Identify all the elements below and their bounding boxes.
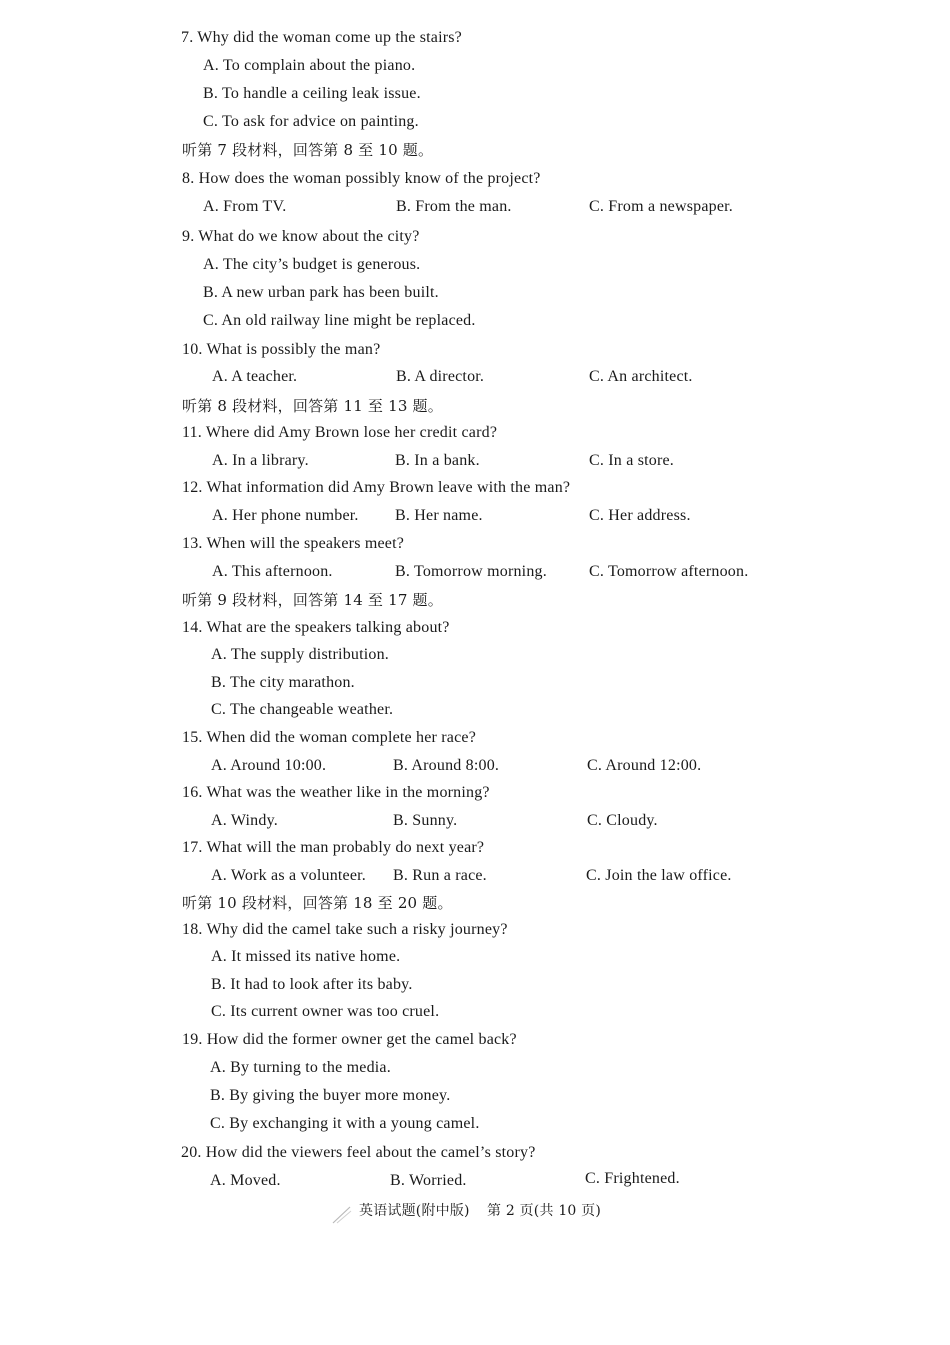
question-16-option-b: B. Sunny. (393, 812, 458, 829)
question-11-option-c: C. In a store. (589, 452, 675, 469)
question-18-option-b: B. It had to look after its baby. (211, 976, 413, 993)
question-12-stem: 12. What information did Amy Brown leave with the man? (182, 479, 571, 496)
question-15-option-a: A. Around 10:00. (211, 757, 327, 774)
question-14-option-a: A. The supply distribution. (211, 646, 389, 663)
question-17-option-b: B. Run a race. (393, 867, 487, 884)
question-7-option-c: C. To ask for advice on painting. (203, 113, 419, 130)
question-16-option-c: C. Cloudy. (587, 812, 658, 829)
question-8-option-b: B. From the man. (396, 198, 512, 215)
question-10-option-a: A. A teacher. (212, 368, 298, 385)
section-heading-7: 听第 7 段材料，回答第 8 至 10 题。 (182, 141, 434, 159)
question-17-option-a: A. Work as a volunteer. (211, 867, 366, 884)
question-9-option-a: A. The city’s budget is generous. (203, 256, 421, 273)
question-19-stem: 19. How did the former owner get the camel back? (182, 1031, 517, 1048)
question-11-stem: 11. Where did Amy Brown lose her credit card? (182, 424, 498, 441)
question-15-stem: 15. When did the woman complete her race? (182, 729, 477, 746)
question-20-stem: 20. How did the viewers feel about the camel’s story? (181, 1144, 536, 1161)
question-20-option-c: C. Frightened. (585, 1170, 680, 1187)
question-11-option-b: B. In a bank. (395, 452, 480, 469)
question-10-stem: 10. What is possibly the man? (182, 341, 381, 358)
question-13-option-c: C. Tomorrow afternoon. (589, 563, 749, 580)
question-12-option-c: C. Her address. (589, 507, 691, 524)
question-17-option-c: C. Join the law office. (586, 867, 732, 884)
question-14-stem: 14. What are the speakers talking about? (182, 619, 450, 636)
question-12-option-b: B. Her name. (395, 507, 483, 524)
section-heading-9: 听第 9 段材料，回答第 14 至 17 题。 (182, 591, 443, 609)
question-16-stem: 16. What was the weather like in the morning? (182, 784, 490, 801)
question-13-stem: 13. When will the speakers meet? (182, 535, 405, 552)
question-19-option-a: A. By turning to the media. (210, 1059, 391, 1076)
question-19-option-c: C. By exchanging it with a young camel. (210, 1115, 480, 1132)
question-18-stem: 18. Why did the camel take such a risky journey? (182, 921, 508, 938)
pen-stroke-icon (331, 1203, 353, 1225)
question-7-stem: 7. Why did the woman come up the stairs? (181, 29, 462, 46)
question-7-option-a: A. To complain about the piano. (203, 57, 416, 74)
footer-exam-title: 英语试题(附中版) (359, 1203, 470, 1219)
footer-page-number: 第 2 页(共 10 页) (487, 1203, 602, 1219)
question-8-option-c: C. From a newspaper. (589, 198, 733, 215)
question-17-stem: 17. What will the man probably do next year? (182, 839, 485, 856)
question-11-option-a: A. In a library. (212, 452, 309, 469)
question-8-option-a: A. From TV. (203, 198, 287, 215)
question-15-option-b: B. Around 8:00. (393, 757, 500, 774)
question-10-option-c: C. An architect. (589, 368, 693, 385)
question-15-option-c: C. Around 12:00. (587, 757, 702, 774)
question-9-option-b: B. A new urban park has been built. (203, 284, 439, 301)
question-18-option-c: C. Its current owner was too cruel. (211, 1003, 440, 1020)
question-20-option-a: A. Moved. (210, 1172, 281, 1189)
question-12-option-a: A. Her phone number. (212, 507, 359, 524)
question-19-option-b: B. By giving the buyer more money. (210, 1087, 451, 1104)
question-7-option-b: B. To handle a ceiling leak issue. (203, 85, 421, 102)
question-13-option-a: A. This afternoon. (212, 563, 333, 580)
question-14-option-b: B. The city marathon. (211, 674, 355, 691)
question-10-option-b: B. A director. (396, 368, 485, 385)
question-20-option-b: B. Worried. (390, 1172, 467, 1189)
question-13-option-b: B. Tomorrow morning. (395, 563, 547, 580)
section-heading-8: 听第 8 段材料，回答第 11 至 13 题。 (182, 397, 443, 415)
question-14-option-c: C. The changeable weather. (211, 701, 394, 718)
question-9-stem: 9. What do we know about the city? (182, 228, 420, 245)
question-9-option-c: C. An old railway line might be replaced. (203, 312, 476, 329)
section-heading-10: 听第 10 段材料，回答第 18 至 20 题。 (182, 894, 453, 912)
question-8-stem: 8. How does the woman possibly know of the project? (182, 170, 541, 187)
question-16-option-a: A. Windy. (211, 812, 278, 829)
question-18-option-a: A. It missed its native home. (211, 948, 401, 965)
